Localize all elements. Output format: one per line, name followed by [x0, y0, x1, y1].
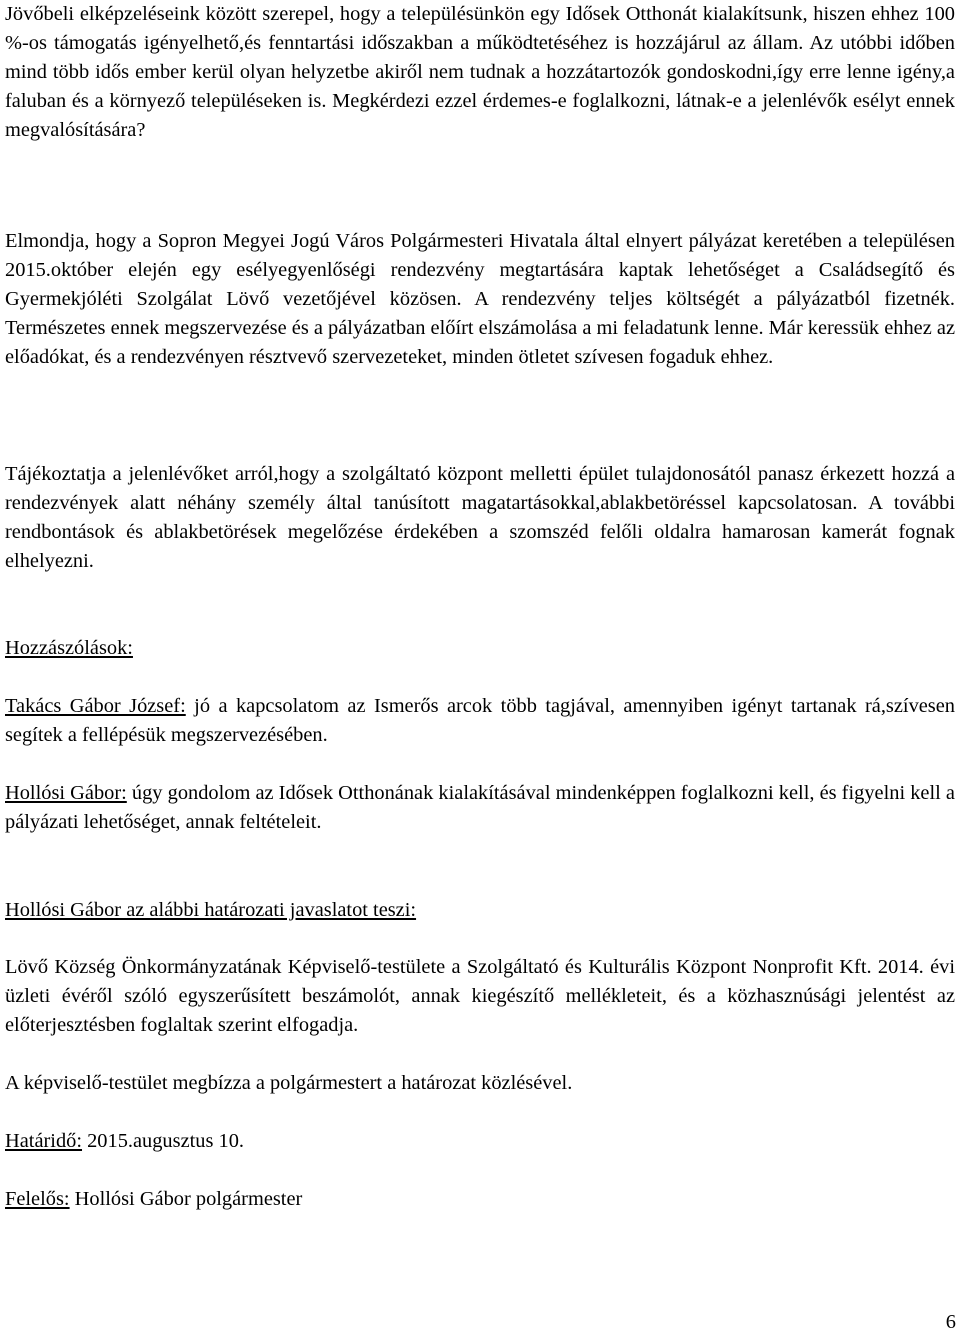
resolution-deadline	[5, 1127, 955, 1156]
resolution-body: Lövő Község Önkormányzatának Képviselő-testülete a Szolgáltató és Kulturális Központ Nonprofit Kft. 2014. évi üzleti évéről szóló egyszerűsített beszámolót, annak kiegészítő mellékleteit, és a közhasznúsági jelentést az előterjesztésben foglaltak szerint elfogadja.	[5, 956, 955, 1036]
comment-speaker-hollosi: Hollósi Gábor:	[5, 782, 127, 804]
paragraph-equal-opportunity-event: Elmondja, hogy a Sopron Megyei Jogú Város Polgármesteri Hivatala által elnyert pályázat keretében a településen 2015.október elején egy esélyegyenlőségi rendezvény megtartására kaptak lehetőséget a Családsegítő és Gyermekjóléti Szolgálat Lövő vezetőjével közösen. A rendezvény teljes költségét a pályázatból fizetnék. Természetes ennek megszervezése és a pályázatban előírt elszámolása a mi feladatunk lenne. Már keressük ehhez az előadókat, és a rendezvényen résztvevő szervezeteket, minden ötletet szívesen fogaduk ehhez.	[5, 230, 955, 368]
comment-text-hollosi: úgy gondolom az Idősek Otthonának kialakításával mindenképpen foglalkozni kell, és figyelni kell a pályázati lehetőséget, annak feltételeit.	[5, 782, 955, 833]
resolution-heading-text: Hollósi Gábor az alábbi határozati javaslatot teszi:	[5, 899, 417, 921]
responsible-label: Felelős:	[5, 1188, 70, 1210]
deadline-value: 2015.augusztus 10.	[82, 1130, 244, 1152]
page-number: 6	[945, 1311, 956, 1333]
comments-heading-text: Hozzászólások:	[5, 637, 133, 659]
comment-takacs	[5, 692, 955, 750]
deadline-label: Határidő:	[5, 1130, 83, 1152]
comment-speaker-takacs: Takács Gábor József:	[5, 695, 186, 717]
resolution-heading	[5, 896, 955, 925]
comment-hollosi	[5, 779, 955, 837]
responsible-value: Hollósi Gábor polgármester	[69, 1188, 303, 1210]
paragraph-complaint-camera: Tájékoztatja a jelenlévőket arról,hogy a szolgáltató központ melletti épület tulajdonosától panasz érkezett hozzá a rendezvények alatt néhány személy által tanúsított magatartásokkal,ablakbetöréssel kapcsolatosan. A további rendbontások és ablakbetörések megelőzése érdekében a szomszéd felőli oldalra hamarosan kamerát fognak elhelyezni.	[5, 463, 955, 572]
resolution-responsible	[5, 1185, 955, 1214]
comment-text-takacs: jó a kapcsolatom az Ismerős arcok több tagjával, amennyiben igényt tartanak rá,szívesen segítek a fellépésük megszervezésében.	[5, 695, 955, 746]
comments-heading	[5, 634, 955, 663]
resolution-mandate: A képviselő-testület megbízza a polgármestert a határozat közlésével.	[5, 1072, 573, 1094]
paragraph-elderly-home: Jövőbeli elképzeléseink között szerepel, hogy a településünkön egy Idősek Otthonát kialakítsunk, hiszen ehhez 100 %-os támogatás igényelhető,és fenntartási időszakban a működtetéséhez is hozzájárul az állam. Az utóbbi időben mind több idős ember kerül olyan helyzetbe akiről nem tudnak a hozzátartozók gondoskodni,így erre lenne igény,a faluban és a környező településeken is. Megkérdezi ezzel érdemes-e foglalkozni, látnak-e a jelenlévők esélyt ennek megvalósítására?	[5, 3, 955, 141]
